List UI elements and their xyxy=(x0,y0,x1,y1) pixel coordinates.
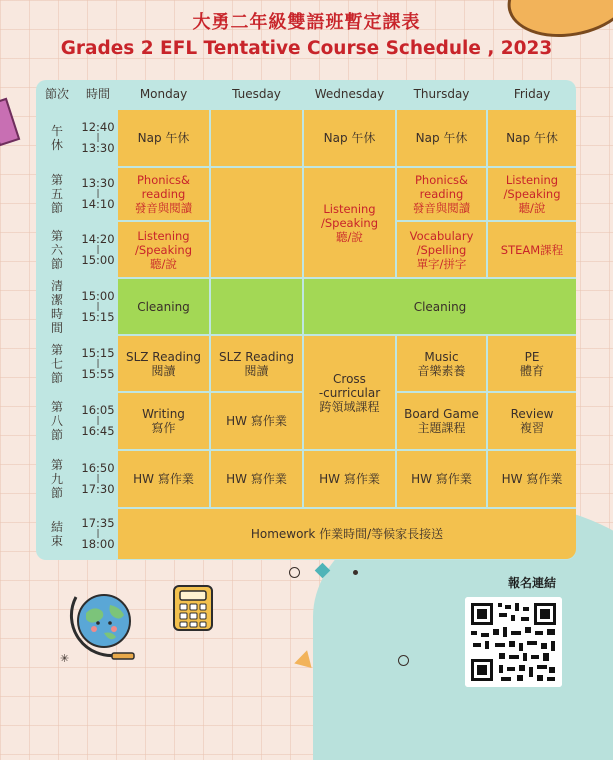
header-period: 節次 xyxy=(44,87,69,101)
cell-p7-tuesday: SLZ Reading 閱讀 xyxy=(211,336,302,391)
cell-nap-thursday: Nap 午休 xyxy=(397,110,486,166)
cell-p78-wednesday: Cross -curricular 跨領域課程 xyxy=(304,336,395,449)
cell-cleaning-wed-fri: Cleaning xyxy=(304,279,576,334)
cell-empty-tuesday xyxy=(211,168,302,277)
header-monday: Monday xyxy=(139,87,188,101)
time-range: 12:40 | 13:30 xyxy=(81,120,115,155)
cell-nap-friday: Nap 午休 xyxy=(488,110,576,166)
cell-p6-thursday: Vocabulary /Spelling 單字/拼字 xyxy=(397,222,486,277)
calculator-icon xyxy=(172,584,214,632)
header-tuesday: Tuesday xyxy=(232,87,281,101)
cell-p6-monday: Listening /Speaking 聽/說 xyxy=(118,222,209,277)
cell-nap-wednesday: Nap 午休 xyxy=(304,110,395,166)
cell-empty-tuesday xyxy=(211,110,302,166)
cell-p7-monday: SLZ Reading 閱讀 xyxy=(118,336,209,391)
header-thursday: Thursday xyxy=(413,87,470,101)
period-label: 第六節 xyxy=(50,228,63,271)
cell-cleaning-tuesday xyxy=(211,279,302,334)
cell-p5-thursday: Phonics& reading 發音與閱讀 xyxy=(397,168,486,220)
cell-p56-wednesday: Listening /Speaking 聽/說 xyxy=(304,168,395,277)
cell-nap-monday: Nap 午休 xyxy=(118,110,209,166)
title-english: Grades 2 EFL Tentative Course Schedule , 2023 xyxy=(60,38,553,59)
header-time: 時間 xyxy=(85,87,110,101)
sparkle-icon: ✳ xyxy=(60,652,70,665)
cell-p9-tuesday: HW 寫作業 xyxy=(211,451,302,507)
cell-p7-thursday: Music 音樂素養 xyxy=(397,336,486,391)
period-label: 結束 xyxy=(50,520,63,548)
period-label: 第九節 xyxy=(50,458,63,500)
qr-code[interactable] xyxy=(465,597,562,687)
time-range: 15:00 | 15:15 xyxy=(81,288,115,324)
cell-p9-thursday: HW 寫作業 xyxy=(397,451,486,507)
cell-p8-monday: Writing 寫作 xyxy=(118,393,209,449)
cell-p8-thursday: Board Game 主題課程 xyxy=(397,393,486,449)
globe-icon xyxy=(68,583,148,663)
cell-p8-tuesday: HW 寫作業 xyxy=(211,393,302,449)
cell-cleaning-monday: Cleaning xyxy=(118,279,209,334)
decorative-ring xyxy=(398,655,409,666)
cell-p8-friday: Review 複習 xyxy=(488,393,576,449)
cell-p9-monday: HW 寫作業 xyxy=(118,451,209,507)
cell-p5-friday: Listening /Speaking 聽/說 xyxy=(488,168,576,220)
cell-p7-friday: PE 體育 xyxy=(488,336,576,391)
cell-p9-wednesday: HW 寫作業 xyxy=(304,451,395,507)
decorative-circle xyxy=(289,567,300,578)
period-label: 午休 xyxy=(50,124,63,152)
header-friday: Friday xyxy=(513,87,551,101)
time-range: 16:05 | 16:45 xyxy=(81,403,115,438)
title-chinese: 大勇二年級雙語班暫定課表 xyxy=(192,12,421,33)
decorative-tab xyxy=(0,98,20,147)
period-label: 清潔時間 xyxy=(50,278,63,335)
time-range: 13:30 | 14:10 xyxy=(81,176,115,211)
header-wednesday: Wednesday xyxy=(314,87,385,101)
time-range: 15:15 | 15:55 xyxy=(81,345,115,381)
time-range: 16:50 | 17:30 xyxy=(81,461,115,496)
time-range: 17:35 | 18:00 xyxy=(81,516,115,551)
period-label: 第五節 xyxy=(50,173,63,215)
period-label: 第八節 xyxy=(50,400,63,442)
period-label: 第七節 xyxy=(50,342,63,385)
cell-p6-friday: STEAM課程 xyxy=(488,222,576,277)
cell-p5-monday: Phonics& reading 發音與閱讀 xyxy=(118,168,209,220)
cell-end-all: Homework 作業時間/等候家長接送 xyxy=(118,509,576,559)
cell-p9-friday: HW 寫作業 xyxy=(488,451,576,507)
time-range: 14:20 | 15:00 xyxy=(81,231,115,267)
decorative-dot xyxy=(353,570,358,575)
qr-label: 報名連結 xyxy=(508,576,557,590)
